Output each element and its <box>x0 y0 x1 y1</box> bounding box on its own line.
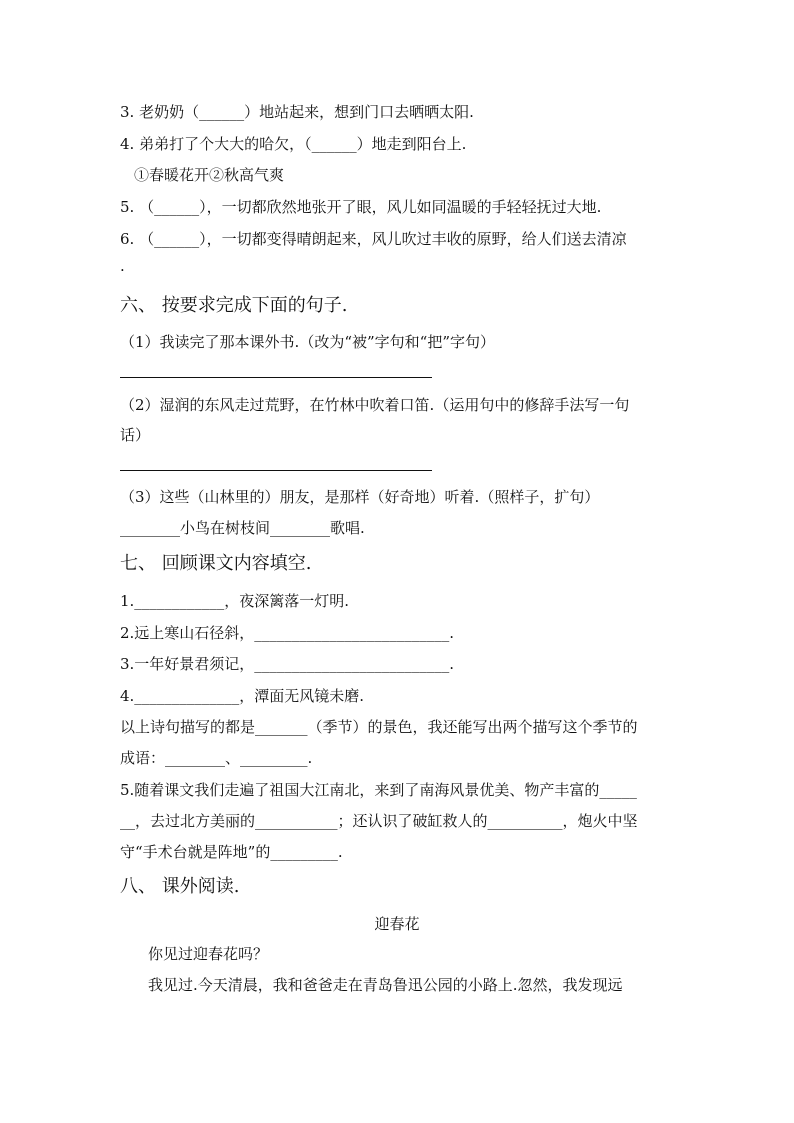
question-line-6: 6. （______），一切都变得晴朗起来，风儿吹过丰收的原野，给人们送去清凉 <box>120 230 627 248</box>
q7-5-end: 守“手术台就是阵地”的_________. <box>120 843 343 861</box>
q7-4: 4.______________，潭面无风镜未磨. <box>120 687 365 705</box>
question-line-5: 5. （______），一切都欣然地张开了眼，风儿如同温暖的手轻轻抚过大地. <box>120 198 602 216</box>
q6-1: （1）我读完了那本课外书.（改为“被”字句和“把”字句） <box>120 333 495 351</box>
q6-2-cont: 话） <box>120 426 151 444</box>
section-6-heading: 六、 按要求完成下面的句子. <box>120 295 348 316</box>
question-line-4: 4. 弟弟打了个大大的哈欠，（______）地走到阳台上. <box>120 135 467 153</box>
answer-line <box>120 377 432 378</box>
q6-2: （2）湿润的东风走过荒野，在竹林中吹着口笛.（运用句中的修辞手法写一句 <box>120 396 630 414</box>
q6-3-fill: ________小鸟在树枝间________歌唱. <box>120 519 365 537</box>
q7-idioms: 成语：________、_________. <box>120 749 313 767</box>
section-7-heading: 七、 回顾课文内容填空. <box>120 553 312 574</box>
question-line-3: 3. 老奶奶（______）地站起来，想到门口去晒晒太阳. <box>120 103 474 121</box>
q6-3: （3）这些（山林里的）朋友，是那样（好奇地）听着.（照样子，扩句） <box>120 488 600 506</box>
reading-paragraph-1: 你见过迎春花吗？ <box>148 945 269 963</box>
q7-season: 以上诗句描写的都是_______（季节）的景色，我还能写出两个描写这个季节的 <box>120 718 638 736</box>
q7-5: 5.随着课文我们走遍了祖国大江南北，来到了南海风景优美、物产丰富的_____ <box>120 781 637 799</box>
q7-1: 1.____________，夜深篱落一灯明. <box>120 592 350 610</box>
q7-3: 3.一年好景君须记，__________________________. <box>120 655 455 673</box>
reading-paragraph-2: 我见过.今天清晨，我和爸爸走在青岛鲁迅公园的小路上.忽然，我发现远 <box>148 976 623 994</box>
q7-2: 2.远上寒山石径斜，__________________________. <box>120 624 455 642</box>
section-8-heading: 八、 课外阅读. <box>120 876 240 897</box>
reading-title: 迎春花 <box>374 915 420 933</box>
answer-line <box>120 470 432 471</box>
question-line-6-end: . <box>120 257 125 275</box>
option-line: ①春暖花开②秋高气爽 <box>134 166 285 184</box>
q7-5-cont: __，去过北方美丽的___________；还认识了破缸救人的__________，炮火中坚 <box>120 812 638 830</box>
